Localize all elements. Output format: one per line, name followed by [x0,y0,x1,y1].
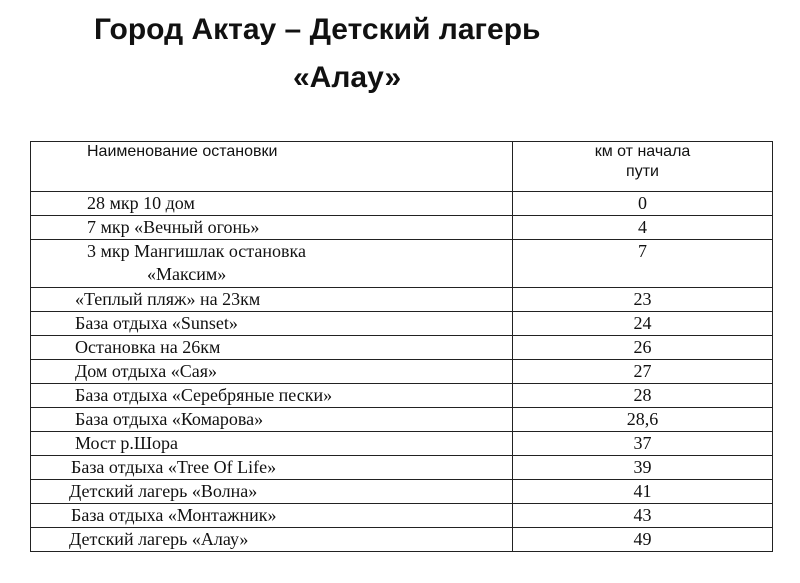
stop-km: 37 [513,432,773,456]
stop-name [31,240,513,288]
stop-km: 0 [513,192,773,216]
stop-km: 49 [513,528,773,552]
stop-km: 28 [513,384,773,408]
table-row [31,408,773,432]
stop-km: 39 [513,456,773,480]
column-header-km-line-2: пути [626,163,659,180]
stop-name: 7 мкр «Вечный огонь» [31,216,513,240]
column-header-stop-name: Наименование остановки [31,142,513,192]
stop-name: База отдыха «Tree Of Life» [31,456,513,480]
route-stops-table [30,141,773,552]
stop-name: База отдыха «Sunset» [31,312,513,336]
stop-name: Детский лагерь «Алау» [31,528,513,552]
stop-name-line-1: 3 мкр Мангишлак остановка [87,241,306,261]
stop-km: 23 [513,288,773,312]
table-row [31,504,773,528]
stop-km: 4 [513,216,773,240]
stop-name: База отдыха «Комарова» [31,408,513,432]
stop-km: 7 [513,240,773,288]
stop-name: 28 мкр 10 дом [31,192,513,216]
stop-name: Дом отдыха «Сая» [31,360,513,384]
table-row [31,240,773,288]
table-row [31,288,773,312]
stop-name-line-2: «Максим» [147,264,227,284]
table-row [31,312,773,336]
stop-name: База отдыха «Серебряные пески» [31,384,513,408]
document-title-line-1: Город Актау – Детский лагерь [94,13,541,46]
table-row [31,192,773,216]
document-title-line-2: «Алау» [293,61,402,94]
table-row [31,432,773,456]
column-header-km-line-1: км от начала [594,143,691,160]
stop-km: 28,6 [513,408,773,432]
stop-name: «Теплый пляж» на 23км [31,288,513,312]
column-header-km [513,142,773,192]
table-row [31,216,773,240]
table-row [31,336,773,360]
table-row [31,456,773,480]
table-header-row [31,142,773,192]
stop-name: База отдыха «Монтажник» [31,504,513,528]
table-row [31,480,773,504]
table-row [31,360,773,384]
table-row [31,528,773,552]
stop-name: Мост р.Шора [31,432,513,456]
table-row [31,384,773,408]
stop-km: 24 [513,312,773,336]
stop-name: Детский лагерь «Волна» [31,480,513,504]
stop-km: 26 [513,336,773,360]
stop-name: Остановка на 26км [31,336,513,360]
stop-km: 43 [513,504,773,528]
stop-km: 41 [513,480,773,504]
stop-km: 27 [513,360,773,384]
